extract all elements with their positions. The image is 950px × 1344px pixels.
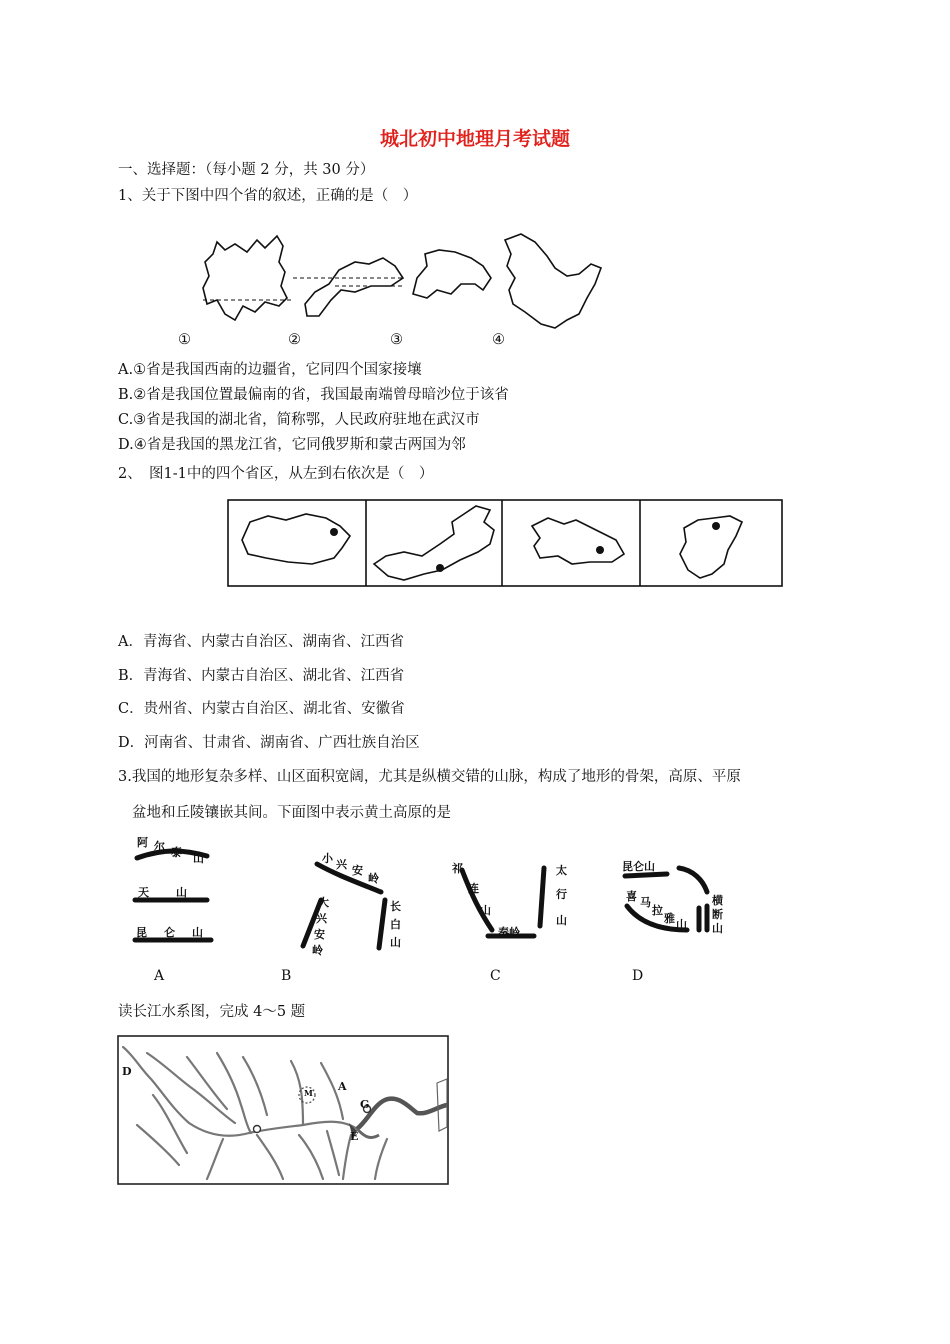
q1-map-label: ② <box>288 332 301 348</box>
mountain-char: 兴 <box>316 912 327 925</box>
mountain-char: 仑 <box>164 926 175 939</box>
mountain-char: 行 <box>556 888 567 901</box>
mountain-char: 马 <box>640 896 651 909</box>
mountain-char: 山 <box>712 922 723 935</box>
mountain-char: 大 <box>318 896 329 909</box>
mountain-char: 安 <box>314 928 325 941</box>
map-label-d: D <box>122 1065 132 1078</box>
mountain-char: 安 <box>352 864 363 877</box>
mountain-char: 兴 <box>336 858 347 871</box>
mountain-char: 尔 <box>154 840 165 853</box>
province-2-outline <box>305 258 403 316</box>
q1-option-a: A.①省是我国西南的边疆省，它同四个国家接壤 <box>118 362 422 378</box>
panel-2-outline <box>374 506 494 580</box>
question-2-stem: 2、 图1-1中的四个省区，从左到右依次是（ ） <box>118 466 434 482</box>
mountain-char: 泰 <box>171 846 182 859</box>
page-title: 城北初中地理月考试题 <box>379 128 570 150</box>
province-3-outline <box>413 250 491 298</box>
question-3-stem-line2: 盆地和丘陵镶嵌其间。下面图中表示黄土高原的是 <box>132 805 451 821</box>
panel-3-outline <box>532 518 624 564</box>
mountain-char: 山 <box>192 926 203 939</box>
mountain-char: 山 <box>676 918 687 931</box>
mountain-char: 山 <box>176 886 187 899</box>
mountain-char: 昆 <box>136 926 147 939</box>
q2-option-a: A．青海省、内蒙古自治区、湖南省、江西省 <box>118 634 404 650</box>
mountain-char: 雅 <box>664 912 675 925</box>
map-label-e: E <box>350 1130 359 1143</box>
mountain-char: 昆仑山 <box>622 860 655 873</box>
mountain-char: 山 <box>193 852 204 865</box>
map-label-g: G <box>360 1098 370 1111</box>
question-1-stem: 1、关于下图中四个省的叙述，正确的是（ ） <box>118 188 418 204</box>
q1-province-outlines <box>195 228 615 338</box>
q2-option-d: D．河南省、甘肃省、湖南省、广西壮族自治区 <box>118 735 420 751</box>
mountain-char: 天 <box>138 886 149 899</box>
mountain-char: 断 <box>712 908 723 921</box>
mountain-char: 山 <box>556 914 567 927</box>
map-label-a: A <box>338 1080 347 1093</box>
mountain-char: 喜 <box>626 890 637 903</box>
q1-option-d: D.④省是我国的黑龙江省，它同俄罗斯和蒙古两国为邻 <box>118 437 466 453</box>
mountain-char: 山 <box>480 904 491 917</box>
question-3-stem-line1: 3.我国的地形复杂多样、山区面积宽阔，尤其是纵横交错的山脉，构成了地形的骨架，高原、平原 <box>118 769 741 785</box>
q3-label-c: C <box>490 968 501 984</box>
map-label-m: M <box>304 1088 313 1098</box>
q2-province-panels <box>228 500 784 588</box>
province-4-outline <box>505 234 601 328</box>
mountain-char: 长 <box>390 900 401 913</box>
panel-1-outline <box>242 514 350 564</box>
mountain-char: 拉 <box>652 904 663 917</box>
mountain-char: 阿 <box>137 836 148 849</box>
q3-label-d: D <box>632 968 644 984</box>
q3-label-a: A <box>154 968 165 984</box>
section-heading: 一、选择题：（每小题 2 分，共 30 分） <box>118 162 375 178</box>
q2-option-c: C．贵州省、内蒙古自治区、湖北省、安徽省 <box>118 701 405 717</box>
mountain-char: 祁 <box>452 862 463 875</box>
mountain-char: 连 <box>468 882 479 895</box>
yangtze-river-map <box>117 1035 452 1187</box>
q1-map-label: ① <box>178 332 191 348</box>
mountain-char: 岭 <box>368 872 379 885</box>
mountain-char: 小 <box>322 852 333 865</box>
mountain-char: 秦岭 <box>498 926 520 939</box>
panel-4-outline <box>680 516 742 578</box>
mountain-char: 山 <box>390 936 401 949</box>
mountain-char: 太 <box>556 864 567 877</box>
q3-label-b: B <box>281 968 292 984</box>
q2-option-b: B．青海省、内蒙古自治区、湖北省、江西省 <box>118 668 405 684</box>
province-1-outline <box>203 236 287 320</box>
mountain-char: 横 <box>712 894 723 907</box>
mountain-char: 白 <box>390 918 401 931</box>
q1-option-b: B.②省是我国位置最偏南的省，我国最南端曾母暗沙位于该省 <box>118 387 509 403</box>
q1-map-label: ③ <box>390 332 403 348</box>
mountain-char: 岭 <box>312 944 323 957</box>
q1-option-c: C.③省是我国的湖北省，简称鄂，人民政府驻地在武汉市 <box>118 412 480 428</box>
question-4-5-stem: 读长江水系图，完成 4～5 题 <box>118 1004 306 1020</box>
q1-map-label: ④ <box>492 332 505 348</box>
